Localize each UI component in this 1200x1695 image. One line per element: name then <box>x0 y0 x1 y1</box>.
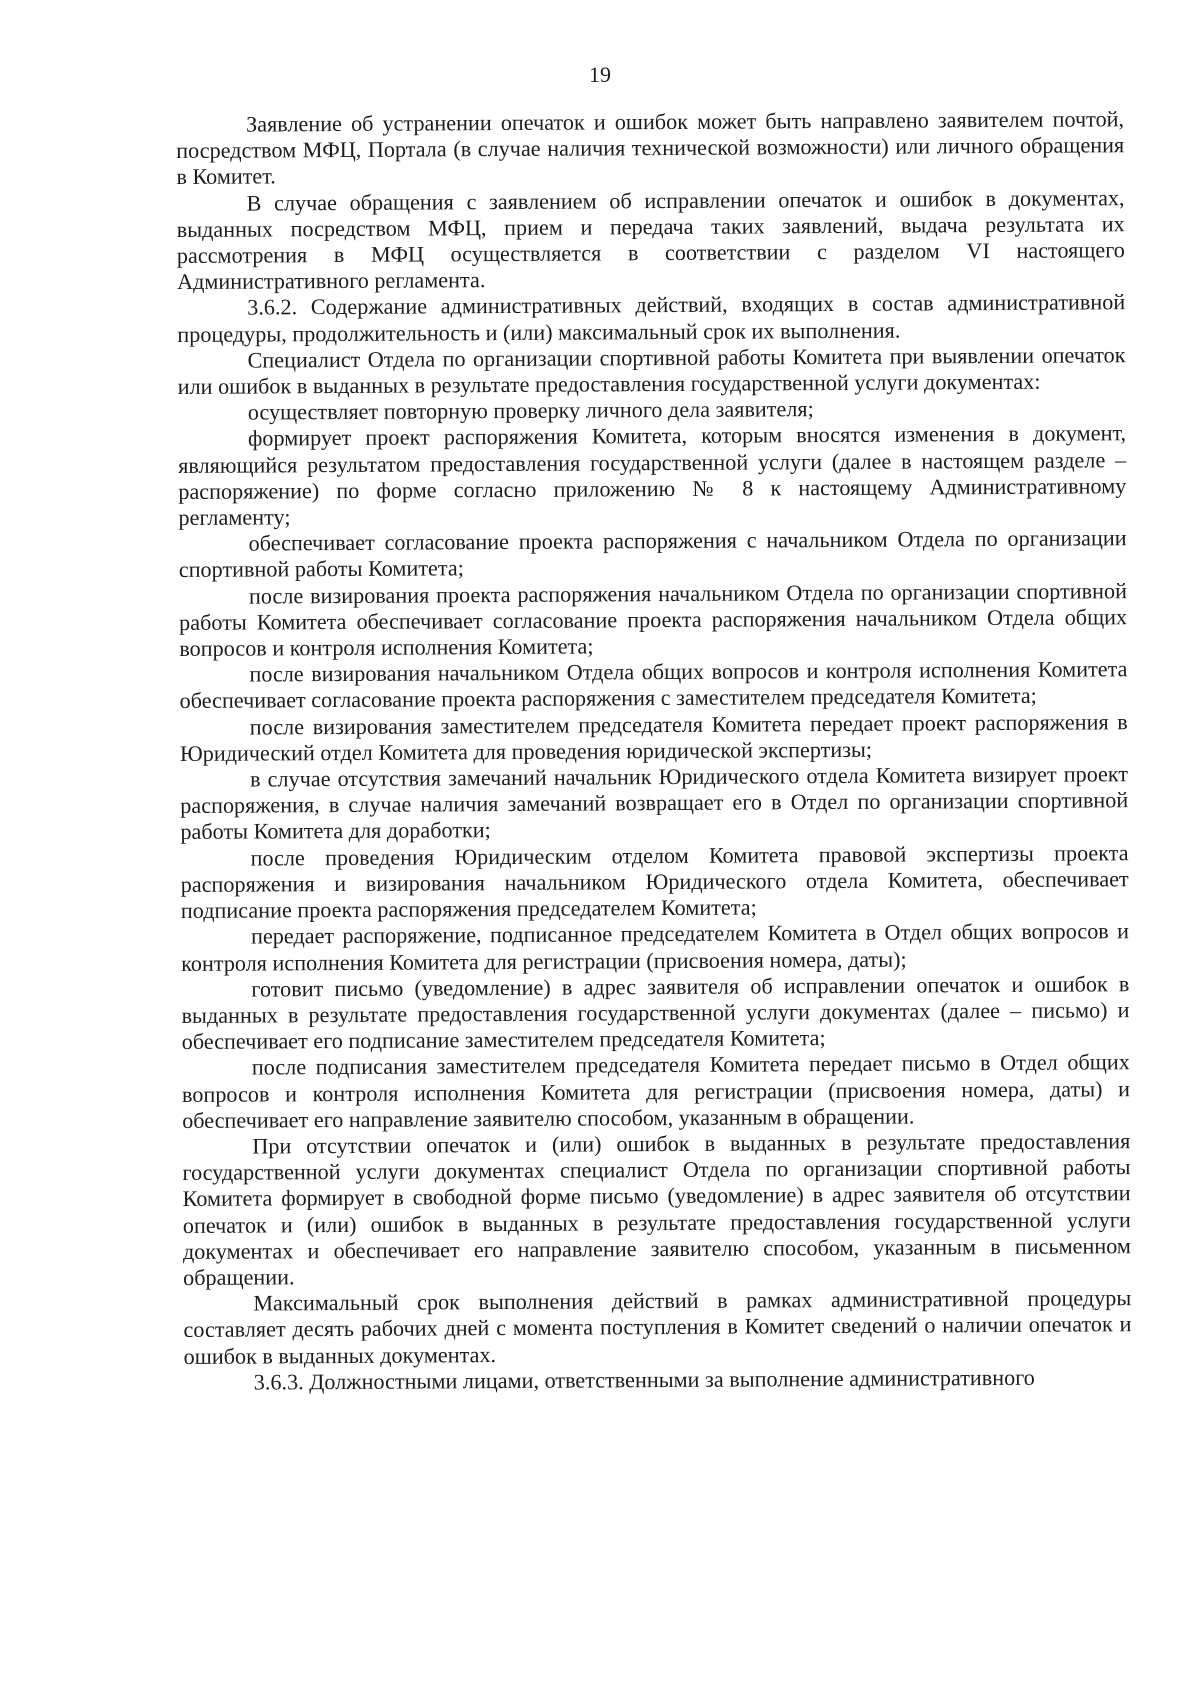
page-number: 19 <box>589 62 611 87</box>
paragraph: 3.6.2. Содержание административных действий, входящих в состав административной процедуры, продолжительность и (или) максимальный срок их выполнения. <box>177 289 1126 347</box>
paragraph: формирует проект распоряжения Комитета, которым вносятся изменения в документ, являющийся результатом предоставления государственной услуги (далее в настоящем разделе – распоряжение) по форме согласно приложению № 8 к настоящему Административному регламенту; <box>178 420 1127 531</box>
paragraph: При отсутствии опечаток и (или) ошибок в выданных в результате предоставления государственной услуги документах специалист Отдела по организации спортивной работы Комитета формирует в свободной форме письмо (уведомление) в адрес заявителя об отсутствии опечаток и (или) ошибок в выданных в результате предоставления государственной услуги документах и обеспечивает его направление заявителю способом, указанным в письменном обращении. <box>182 1128 1132 1290</box>
paragraph: осуществляет повторную проверку личного дела заявителя; <box>247 396 814 425</box>
paragraph: В случае обращения с заявлением об исправлении опечаток и ошибок в документах, выданных посредством МФЦ, прием и передача таких заявлений, выдача результата их рассмотрения в МФЦ осуществляется в соответствии с разделом VI настоящего Административного регламента. <box>176 184 1125 295</box>
paragraph: готовит письмо (уведомление) в адрес заявителя об исправлении опечаток и ошибок в выданных в результате предоставления государственной услуги документах (далее – письмо) и обеспечивает его подписание заместителем председателя Комитета; <box>181 970 1130 1055</box>
paragraph: после подписания заместителем председателя Комитета передает письмо в Отдел общих вопросов и контроля исполнения Комитета для регистрации (присвоения номера, даты) и обеспечивает его направление заявителю способом, указанным в обращении. <box>181 1049 1131 1133</box>
document-body <box>176 106 1132 1396</box>
paragraph: Максимальный срок выполнения действий в рамках административной процедуры составляет десять рабочих дней с момента поступления в Комитет сведений о наличии опечаток и ошибок в выданных документах. <box>183 1285 1132 1369</box>
paragraph: обеспечивает согласование проекта распоряжения с начальником Отдела по организации спортивной работы Комитета; <box>178 525 1127 583</box>
paragraph: после визирования проекта распоряжения начальником Отдела по организации спортивной работы Комитета обеспечивает согласование проекта распоряжения начальником Отдела общих вопросов и контроля исполнения Комитета; <box>179 577 1128 662</box>
paragraph: Специалист Отдела по организации спортивной работы Комитета при выявлении опечаток или ошибок в выданных в результате предоставления государственной услуги документах: <box>177 342 1126 400</box>
paragraph: в случае отсутствия замечаний начальник Юридического отдела Комитета визирует проект распоряжения, в случае наличия замечаний возвращает его в Отдел по организации спортивной работы Комитета для доработки; <box>180 761 1129 845</box>
paragraph: передает распоряжение, подписанное председателем Комитета в Отдел общих вопросов и контроля исполнения Комитета для регистрации (присвоения номера, даты); <box>181 918 1130 976</box>
paragraph: после проведения Юридическим отделом Комитета правовой экспертизы проекта распоряжения и визирования начальником Юридического отдела Комитета, обеспечивает подписание проекта распоряжения председателем Комитета; <box>180 839 1129 924</box>
paragraph: после визирования заместителем председателя Комитета передает проект распоряжения в Юридический отдел Комитета для проведения юридической экспертизы; <box>179 708 1128 766</box>
paragraph: после визирования начальником Отдела общих вопросов и контроля исполнения Комитета обеспечивает согласование проекта распоряжения с заместителем председателя Комитета; <box>179 656 1128 714</box>
paragraph: Заявление об устранении опечаток и ошибок может быть направлено заявителем почтой, посредством МФЦ, Портала (в случае наличия технической возможности) или личного обращения в Комитет. <box>176 106 1125 190</box>
paragraph: 3.6.3. Должностными лицами, ответственными за выполнение административного <box>253 1364 1035 1395</box>
